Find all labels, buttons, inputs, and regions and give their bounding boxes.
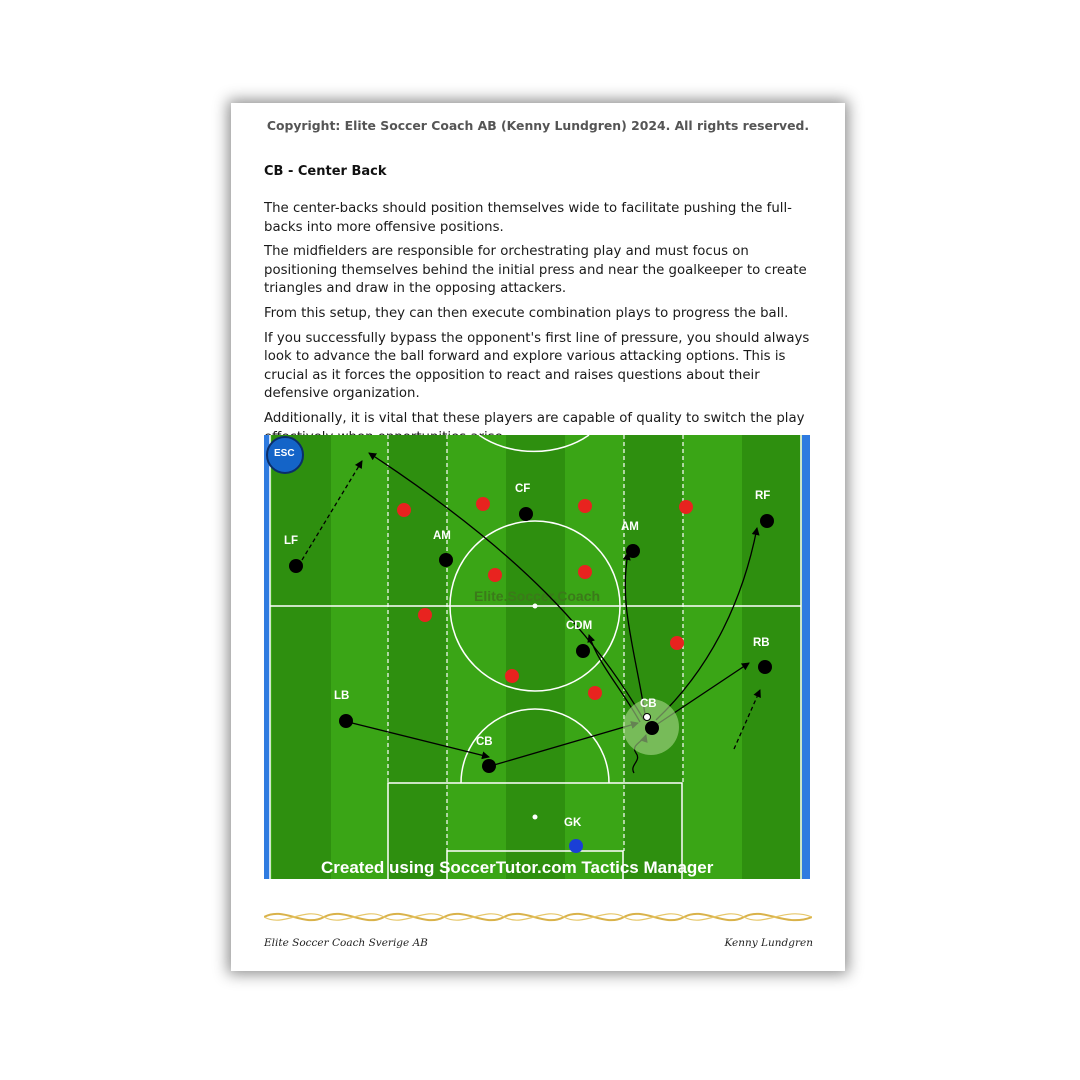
body-text [264, 200, 812, 453]
footer-left-signature: Elite Soccer Coach Sverige AB [264, 937, 428, 949]
label-lf: LF [284, 535, 299, 547]
defender-player [679, 500, 693, 514]
defender-player [578, 565, 592, 579]
label-am-right: AM [621, 521, 639, 533]
ball-icon [644, 714, 651, 721]
player-rf [760, 514, 774, 528]
logo-text: ESC [274, 448, 295, 459]
player-am-right [626, 544, 640, 558]
player-am-left [439, 553, 453, 567]
player-cb-right [645, 721, 659, 735]
label-cf: CF [515, 483, 531, 495]
copyright-notice: Copyright: Elite Soccer Coach AB (Kenny Lundgren) 2024. All rights reserved. [266, 118, 810, 133]
left-side-band [264, 435, 270, 879]
label-cdm: CDM [566, 620, 593, 632]
defender-player [588, 686, 602, 700]
player-gk [569, 839, 583, 853]
tactics-diagram [264, 435, 810, 879]
label-lb: LB [334, 690, 350, 702]
player-lf [289, 559, 303, 573]
player-lb [339, 714, 353, 728]
pitch-stripes [264, 435, 810, 879]
label-cb-left: CB [476, 736, 493, 748]
section-heading: CB - Center Back [264, 164, 387, 179]
decorative-divider [264, 906, 812, 928]
right-side-band [802, 435, 810, 879]
player-cdm [576, 644, 590, 658]
defender-player [505, 669, 519, 683]
label-rb: RB [753, 637, 770, 649]
paragraph: The center-backs should position themselves wide to facilitate pushing the full-backs into more offensive positions. [264, 201, 792, 235]
paragraph: From this setup, they can then execute combination plays to progress the ball. [264, 305, 789, 321]
defender-player [397, 503, 411, 517]
label-am-left: AM [433, 530, 451, 542]
paragraph: The midfielders are responsible for orchestrating play and must focus on positioning themselves behind the initial press and near the goalkeeper to create triangles and draw in the opposing attackers. [264, 244, 807, 297]
center-spot [533, 604, 538, 609]
paragraph: If you successfully bypass the opponent's first line of pressure, you should always look to advance the ball forward and explore various attacking options. This is crucial as it forces the opposition to react and raises questions about their defensive organization. [264, 330, 810, 402]
label-rf: RF [755, 490, 771, 502]
paragraph: Additionally, it is vital that these players are capable of quality to switch the play [264, 410, 805, 426]
watermark: Elite.Soccer.Coach [474, 588, 601, 604]
defender-player [488, 568, 502, 582]
player-rb [758, 660, 772, 674]
penalty-spot [533, 815, 538, 820]
esc-logo [267, 437, 303, 473]
defender-player [418, 608, 432, 622]
label-cb-right: CB [640, 698, 657, 710]
label-gk: GK [564, 817, 582, 829]
document-page [231, 103, 845, 971]
defender-player [476, 497, 490, 511]
defender-player [670, 636, 684, 650]
player-cb-left [482, 759, 496, 773]
player-cf [519, 507, 533, 521]
footer-right-signature: Kenny Lundgren [724, 937, 813, 949]
credit-text: Created using SoccerTutor.com Tactics Manager [321, 858, 714, 877]
defender-player [578, 499, 592, 513]
